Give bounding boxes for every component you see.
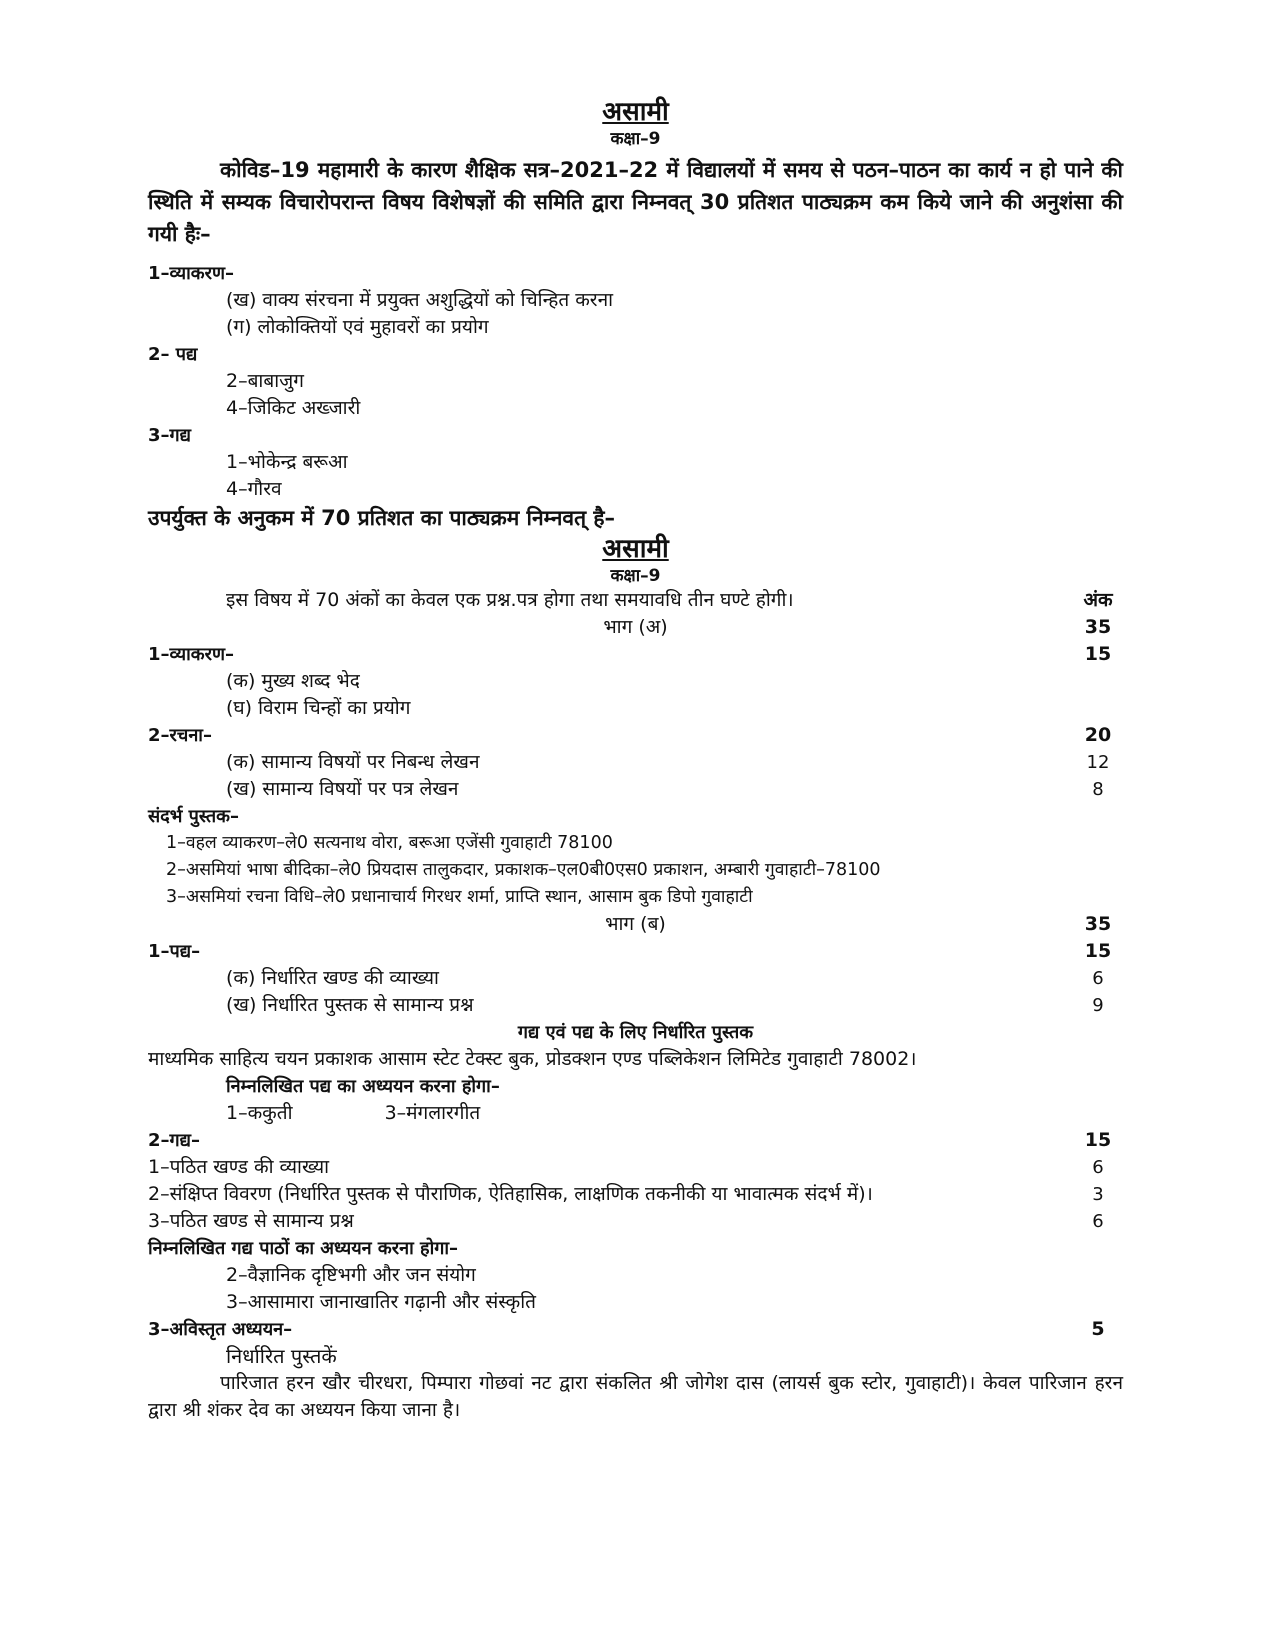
reference-item: 3–असमियां रचना विधि–ले0 प्रधानाचार्य गिरधर शर्मा, प्राप्ति स्थान, आसाम बुक डिपो गुवाहाटी: [166, 887, 753, 907]
poetry-item-row: [148, 965, 1123, 992]
page-content: [148, 96, 1123, 1424]
class-label: कक्षा–9: [610, 129, 661, 149]
prose-item-marks: 3: [1092, 1184, 1104, 1205]
poetry-row: [148, 938, 1123, 965]
removed-prose-heading: 3–गद्य: [148, 425, 191, 446]
poetry-heading: 1–पद्य–: [148, 941, 201, 962]
composition-marks: 20: [1084, 724, 1112, 746]
paper-note-row: [148, 587, 1123, 614]
removed-poetry-item: 4–जिकिट अख्जारी: [226, 397, 361, 419]
marks-header: अंक: [1083, 589, 1113, 611]
reference-item: 1–वहल व्याकरण–ले0 सत्यनाथ वोरा, बरूआ एजेंसी गुवाहाटी 78100: [166, 833, 613, 853]
composition-item-row: [148, 776, 1123, 803]
book-text: माध्यमिक साहित्य चयन प्रकाशक आसाम स्टेट टेक्स्ट बुक, प्रोडक्शन एण्ड पब्लिकेशन लिमिटेड गुवाहाटी 78002।: [148, 1048, 917, 1070]
prose-item-marks: 6: [1092, 1157, 1104, 1178]
reference-item: 2–असमियां भाषा बीदिका–ले0 प्रियदास तालुकदार, प्रकाशक–एल0बी0एस0 प्रकाशन, अम्बारी गुवाहाटी–78100: [166, 860, 881, 880]
poetry-study-item: 1–ककुती: [226, 1102, 293, 1124]
removed-grammar-heading: 1–व्याकरण–: [148, 263, 234, 284]
reference-heading: संदर्भ पुस्तक–: [148, 806, 239, 827]
composition-item: (ख) सामान्य विषयों पर पत्र लेखन: [226, 778, 459, 800]
removed-grammar-item: (ग) लोकोक्तियों एवं मुहावरों का प्रयोग: [226, 316, 489, 338]
part-a-row: [148, 614, 1123, 641]
poetry-study-item: 3–मंगलारगीत: [384, 1102, 481, 1124]
transition-heading: उपर्युक्त के अनुकम में 70 प्रतिशत का पाठ्यक्रम निम्नवत् है–: [148, 506, 615, 530]
prose-item-marks: 6: [1092, 1211, 1104, 1232]
extended-text: पारिजात हरन खौर चीरधरा, पिम्पारा गोछवां नट द्वारा संकलित श्री जोगेश दास (लायर्स बुक स्टोर, गुवाहाटी)। केवल पारिजान हरन द्वारा श्री शंकर देव का अध्ययन किया जाना है।: [148, 1372, 1123, 1421]
part-b-label: भाग (ब): [605, 913, 666, 935]
removed-prose-item: 1–भोकेन्द्र बरूआ: [226, 451, 348, 473]
prose-item: 2–संक्षिप्त विवरण (निर्धारित पुस्तक से पौराणिक, ऐतिहासिक, लाक्षणिक तकनीकी या भावात्मक संदर्भ में)।: [148, 1183, 873, 1205]
paper-note: इस विषय में 70 अंकों का केवल एक प्रश्न.पत्र होगा तथा समयावधि तीन घण्टे होगी।: [226, 589, 794, 611]
extended-heading: 3–अविस्तृत अध्ययन–: [148, 1319, 293, 1340]
prose-study-heading: निम्नलिखित गद्य पाठों का अध्ययन करना होगा–: [148, 1238, 459, 1259]
composition-item-row: [148, 749, 1123, 776]
books-heading: निर्धारित पुस्तकें: [226, 1344, 337, 1368]
poetry-item-row: [148, 992, 1123, 1019]
grammar-item: (घ) विराम चिन्हों का प्रयोग: [226, 697, 411, 719]
prose-item-row: [148, 1154, 1123, 1181]
syllabus-class-label: कक्षा–9: [610, 566, 661, 586]
poetry-item-marks: 6: [1092, 968, 1104, 989]
part-b-row: [148, 911, 1123, 938]
poetry-study-heading: निम्नलिखित पद्य का अध्ययन करना होगा–: [226, 1076, 500, 1097]
poetry-item: (ख) निर्धारित पुस्तक से सामान्य प्रश्न: [226, 994, 474, 1016]
composition-heading: 2–रचना–: [148, 725, 212, 746]
prose-item: 1–पठित खण्ड की व्याख्या: [148, 1156, 330, 1178]
removed-prose-item: 4–गौरव: [226, 478, 282, 500]
extended-row: [148, 1316, 1123, 1343]
book-heading: गद्य एवं पद्य के लिए निर्धारित पुस्तक: [517, 1022, 754, 1043]
part-a-marks: 35: [1084, 616, 1112, 638]
prose-row: [148, 1127, 1123, 1154]
composition-row: [148, 722, 1123, 749]
extended-marks: 5: [1091, 1318, 1105, 1340]
removed-poetry-heading: 2– पद्य: [148, 344, 198, 365]
poetry-marks: 15: [1084, 940, 1112, 962]
page-title: असामी: [602, 97, 669, 127]
removed-poetry-item: 2–बाबाजुग: [226, 370, 304, 392]
grammar-item: (क) मुख्य शब्द भेद: [226, 670, 360, 692]
prose-heading: 2–गद्य–: [148, 1130, 200, 1151]
prose-marks: 15: [1084, 1129, 1112, 1151]
part-b-marks: 35: [1084, 913, 1112, 935]
composition-item-marks: 8: [1092, 779, 1104, 800]
grammar-marks: 15: [1084, 643, 1112, 665]
removed-grammar-item: (ख) वाक्य संरचना में प्रयुक्त अशुद्धियों को चिन्हित करना: [226, 289, 614, 311]
prose-study-item: 2–वैज्ञानिक दृष्टिभगी और जन संयोग: [226, 1264, 476, 1286]
prose-item-row: [148, 1208, 1123, 1235]
prose-item: 3–पठित खण्ड से सामान्य प्रश्न: [148, 1210, 354, 1232]
composition-item-marks: 12: [1086, 752, 1110, 773]
part-a-label: भाग (अ): [603, 616, 668, 638]
prose-item-row: [148, 1181, 1123, 1208]
syllabus-title: असामी: [602, 534, 669, 564]
poetry-item-marks: 9: [1092, 995, 1104, 1016]
intro-paragraph: कोविड–19 महामारी के कारण शैक्षिक सत्र–2021–22 में विद्यालयों में समय से पठन–पाठन का कार्य न हो पाने की स्थिति में सम्यक विचारोपरान्त विषय विशेषज्ञों की समिति द्वारा निम्नवत् 30 प्रतिशत पाठ्यक्रम कम किये जाने की अनुशंसा की गयी हैः–: [148, 158, 1123, 246]
poetry-item: (क) निर्धारित खण्ड की व्याख्या: [226, 967, 439, 989]
poetry-study-items: [148, 1100, 1123, 1127]
composition-item: (क) सामान्य विषयों पर निबन्ध लेखन: [226, 751, 480, 773]
grammar-heading: 1–व्याकरण–: [148, 644, 234, 665]
grammar-row: [148, 641, 1123, 668]
prose-study-item: 3–आसामारा जानाखातिर गढ़ानी और संस्कृति: [226, 1291, 536, 1313]
